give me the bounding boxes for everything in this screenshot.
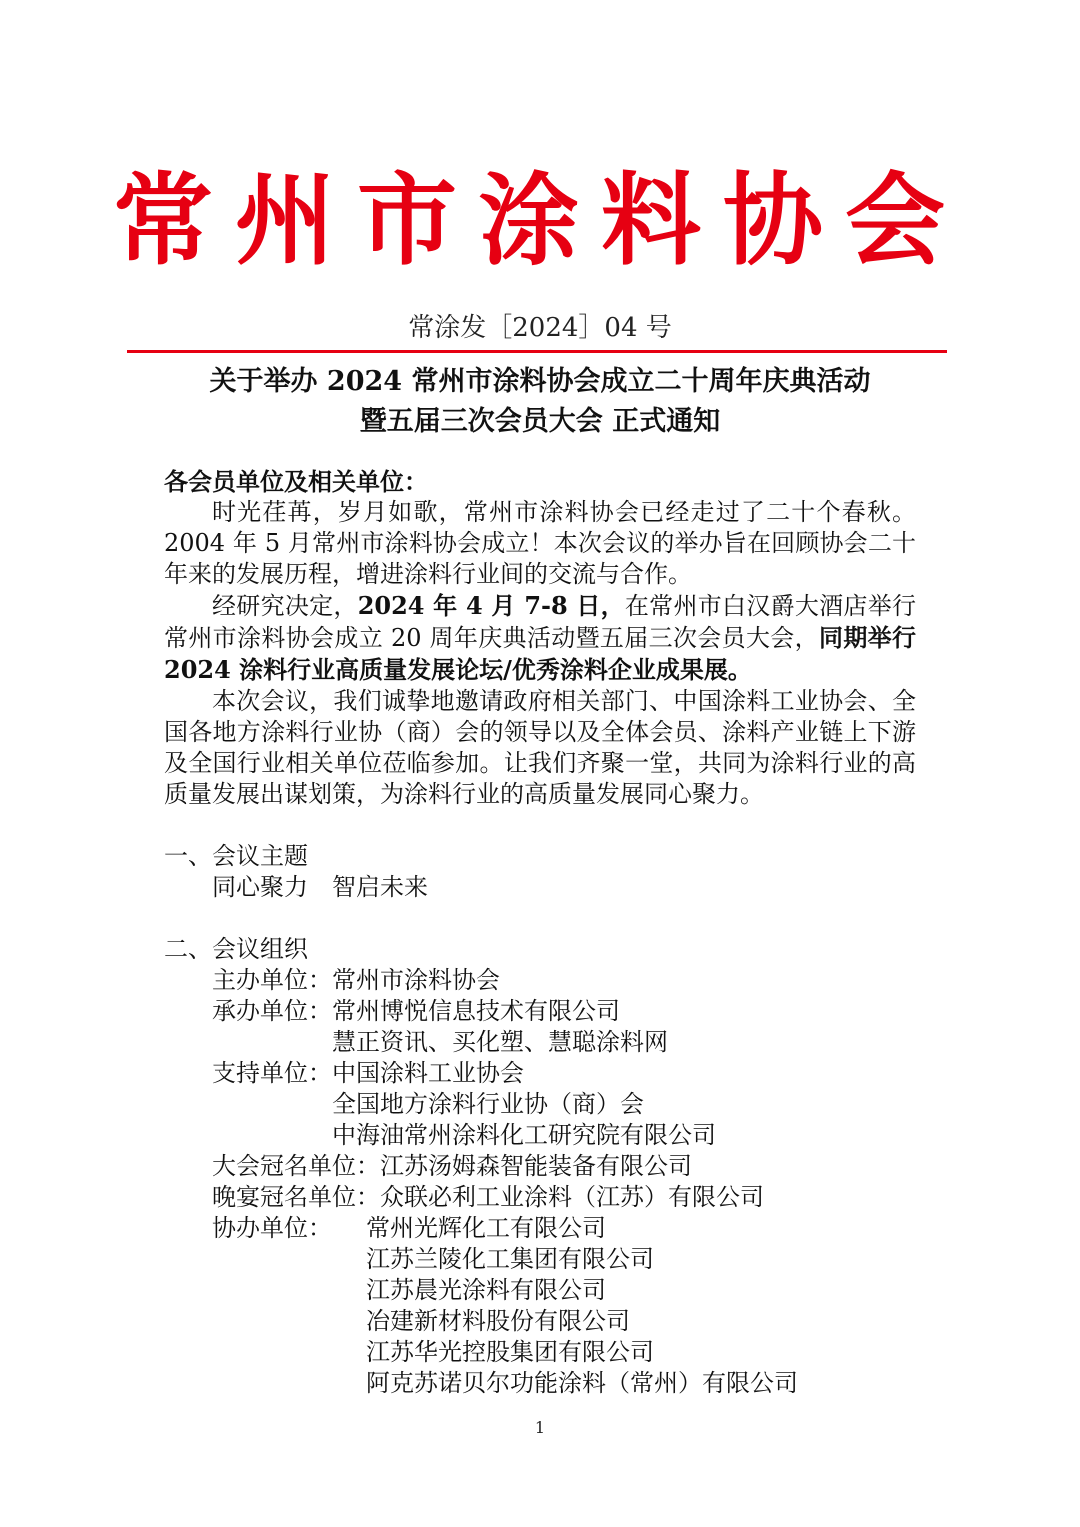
support-item: 全国地方涂料行业协（商）会 xyxy=(332,1090,644,1118)
host-value: 常州市涂料协会 xyxy=(332,966,500,994)
decision-lead: 经研究决定， xyxy=(212,592,358,620)
title-sponsor-value: 江苏汤姆森智能装备有限公司 xyxy=(380,1152,692,1180)
document-number: 常涂发［2024］04 号 xyxy=(408,313,672,343)
co-organizer-item: 江苏晨光涂料有限公司 xyxy=(366,1276,606,1304)
decision-forum: 同期举行 2024 涂料行业高质量发展论坛/优秀涂料企业成果展。 xyxy=(164,623,917,684)
co-organizer-label: 协办单位： xyxy=(212,1214,332,1242)
co-organizer-item: 阿克苏诺贝尔功能涂料（常州）有限公司 xyxy=(366,1369,798,1397)
organizer-label: 承办单位： xyxy=(212,997,332,1025)
support-list xyxy=(332,1058,716,1151)
spacer xyxy=(164,810,916,841)
org-support-row xyxy=(164,1058,916,1151)
title-sponsor-label: 大会冠名单位： xyxy=(212,1152,380,1180)
co-organizer-item: 江苏华光控股集团有限公司 xyxy=(366,1338,654,1366)
masthead: 常州市涂料协会 xyxy=(113,161,967,279)
paragraph-decision xyxy=(164,590,916,686)
banquet-sponsor-label: 晚宴冠名单位： xyxy=(212,1183,380,1211)
co-organizer-item: 江苏兰陵化工集团有限公司 xyxy=(366,1245,654,1273)
co-organizer-item: 常州光辉化工有限公司 xyxy=(366,1214,606,1242)
decision-date: 2024 年 4 月 7-8 日， xyxy=(357,591,625,620)
organizer-item: 常州博悦信息技术有限公司 xyxy=(332,997,620,1025)
notice-title-line2: 暨五届三次会员大会 正式通知 xyxy=(359,406,721,437)
document-body xyxy=(164,466,916,1399)
org-host-row xyxy=(164,965,916,996)
page-number: 1 xyxy=(534,1418,546,1437)
organizer-item: 慧正资讯、买化塑、慧聪涂料网 xyxy=(332,1028,668,1056)
banquet-sponsor-value: 众联必利工业涂料（江苏）有限公司 xyxy=(380,1183,764,1211)
host-label: 主办单位： xyxy=(212,966,332,994)
section1-heading: 一、会议主题 xyxy=(164,842,308,870)
salutation: 各会员单位及相关单位： xyxy=(164,467,428,496)
spacer xyxy=(164,903,916,934)
meeting-theme: 同心聚力 智启未来 xyxy=(212,873,428,901)
org-title-sponsor-row xyxy=(164,1151,916,1182)
support-item: 中国涂料工业协会 xyxy=(332,1059,524,1087)
org-banquet-sponsor-row xyxy=(164,1182,916,1213)
support-label: 支持单位： xyxy=(212,1059,332,1087)
section2-heading: 二、会议组织 xyxy=(164,935,308,963)
org-organizer-row xyxy=(164,996,916,1058)
decision-venue: 在常州市白汉爵大酒店举行常州市涂料协会成立 20 周年庆典活动暨五届三次会员大会， xyxy=(164,592,917,652)
co-organizer-list xyxy=(366,1213,798,1399)
paragraph-invitation: 本次会议，我们诚挚地邀请政府相关部门、中国涂料工业协会、全国各地方涂料行业协（商）会的领导以及全体会员、涂料产业链上下游及全国行业相关单位莅临参加。让我们齐聚一堂，共同为涂料行业的高质量发展出谋划策，为涂料行业的高质量发展同心聚力。 xyxy=(164,687,916,808)
org-co-organizer-row xyxy=(164,1213,916,1399)
red-divider xyxy=(127,350,947,353)
notice-title-line1: 关于举办 2024 常州市涂料协会成立二十周年庆典活动 xyxy=(209,366,871,397)
support-item: 中海油常州涂料化工研究院有限公司 xyxy=(332,1121,716,1149)
paragraph-intro: 时光荏苒，岁月如歌，常州市涂料协会已经走过了二十个春秋。2004 年 5 月常州市涂料协会成立！本次会议的举办旨在回顾协会二十年来的发展历程，增进涂料行业间的交流与合作。 xyxy=(164,498,916,588)
organizer-list xyxy=(332,996,668,1058)
co-organizer-item: 冶建新材料股份有限公司 xyxy=(366,1307,630,1335)
